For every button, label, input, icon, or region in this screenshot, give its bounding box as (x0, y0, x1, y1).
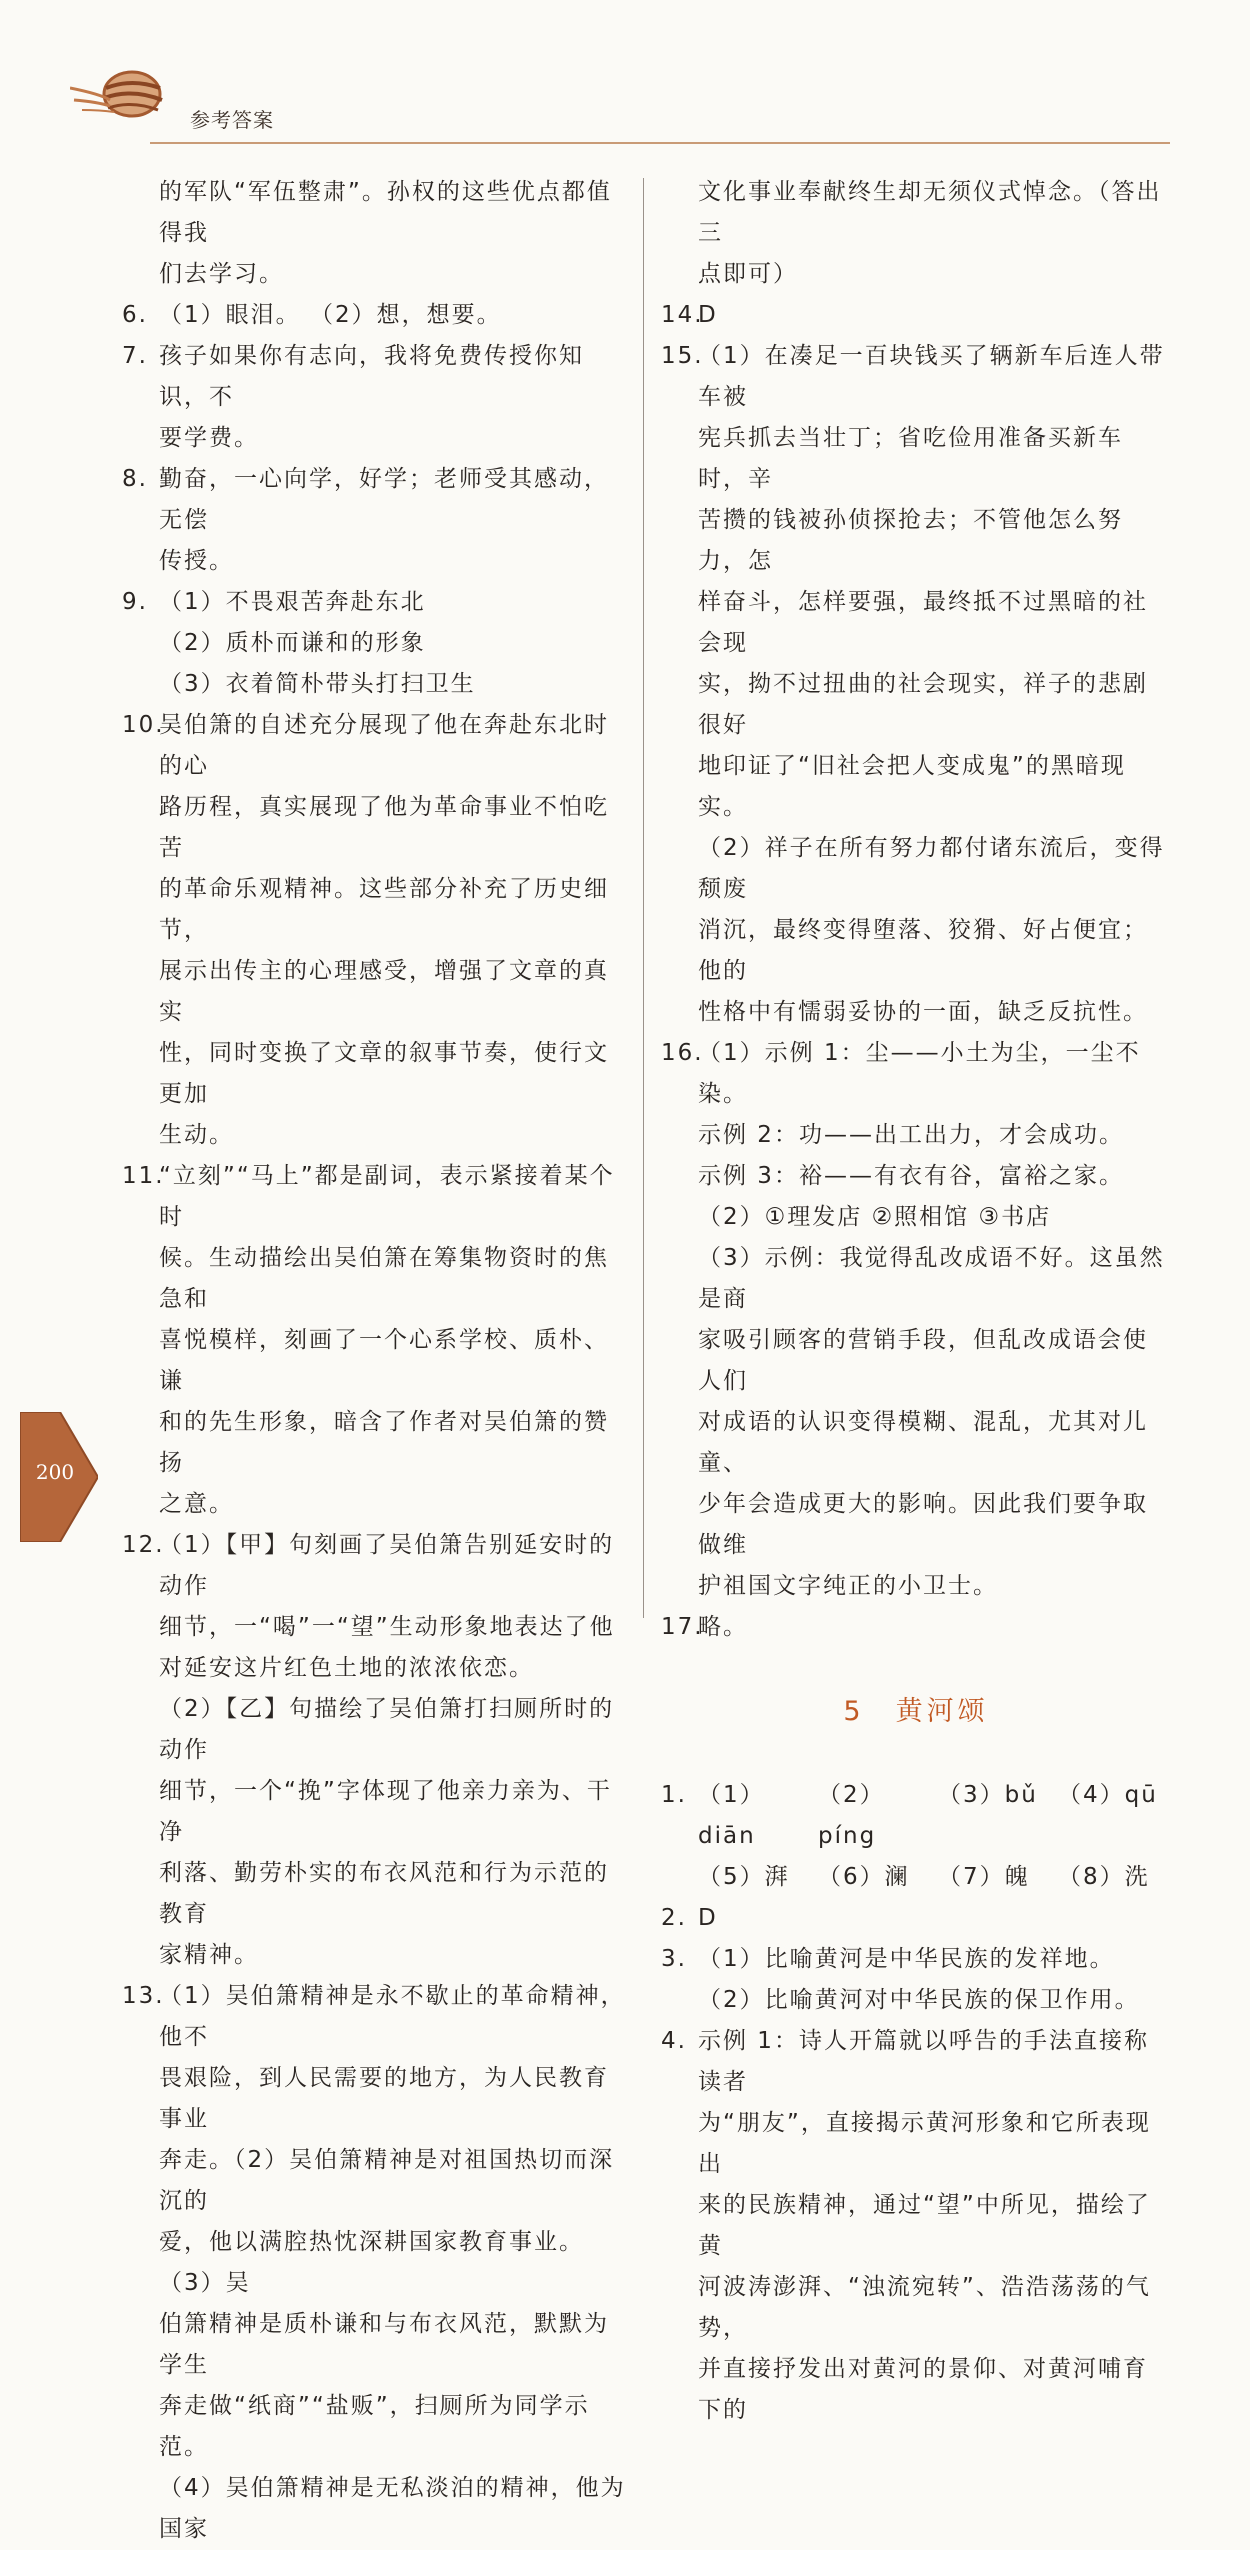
answer-body (698, 1238, 1171, 1607)
answer-number: 6. (122, 302, 148, 328)
text-line: 地印证了“旧社会把人变成鬼”的黑暗现实。 (698, 753, 1126, 820)
answer-number: 4. (661, 2028, 687, 2054)
option: （8）洗 (1058, 1864, 1150, 1890)
answer-body (698, 2021, 1171, 2431)
answer-body (159, 705, 627, 1156)
left-column (122, 172, 627, 2550)
answer-item (122, 705, 627, 1156)
text-line: 细节，一个“挽”字体现了他亲力亲为、干净 (159, 1778, 612, 1845)
answer-body (159, 623, 627, 664)
text-line: 伯箫精神是质朴谦和与布衣风范，默默为学生 (159, 2311, 609, 2378)
text-line: 护祖国文字纯正的小卫士。 (698, 1573, 998, 1599)
answer-number: 14. (661, 302, 704, 328)
text-line: 和的先生形象，暗含了作者对吴伯箫的赞扬 (159, 1409, 609, 1476)
text-line: 消沉，最终变得堕落、狡猾、好占便宜；他的 (698, 917, 1148, 984)
answer-number (122, 623, 159, 664)
text-line: 示例 1：诗人开篇就以呼告的手法直接称读者 (698, 2028, 1149, 2095)
answer-number: 15. (661, 343, 704, 369)
answer-item (661, 1775, 1171, 1898)
answer-item (661, 1156, 1171, 1197)
answer-number: 17. (661, 1614, 704, 1640)
text-line: 喜悦模样，刻画了一个心系学校、质朴、谦 (159, 1327, 609, 1394)
text-line: （2）比喻黄河对中华民族的保卫作用。 (698, 1987, 1140, 2013)
intro-text (122, 172, 627, 295)
answer-number (661, 1238, 698, 1607)
text-line: 对成语的认识变得模糊、混乱，尤其对儿童、 (698, 1409, 1148, 1476)
text-line: 实，拗不过扭曲的社会现实，祥子的悲剧很好 (698, 671, 1148, 738)
answer-number (661, 1980, 698, 2021)
header-title: 参考答案 (190, 108, 274, 132)
text-line: 传授。 (159, 548, 234, 574)
text-line: （1）比喻黄河是中华民族的发祥地。 (698, 1946, 1115, 1972)
answer-item (661, 336, 1171, 828)
text-line: 候。生动描绘出吴伯箫在筹集物资时的焦急和 (159, 1245, 609, 1312)
answer-body (698, 1980, 1171, 2021)
answer-item (122, 623, 627, 664)
text-line: （2）祥子在所有努力都付诸东流后，变得颓废 (698, 835, 1165, 902)
text-line: 路历程，真实展现了他为革命事业不怕吃苦 (159, 794, 609, 861)
text-line: 性格中有懦弱妥协的一面，缺乏反抗性。 (698, 999, 1148, 1025)
text-line: （1）示例 1：尘——小土为尘，一尘不染。 (698, 1040, 1141, 1107)
answer-item (661, 1238, 1171, 1607)
text-line: 略。 (698, 1614, 748, 1640)
answer-item (122, 1689, 627, 1976)
option: （2）píng (818, 1782, 885, 1849)
answer-item (661, 1607, 1171, 1648)
intro-text (661, 172, 1171, 295)
text-line: （4）吴伯箫精神是无私淡泊的精神，他为国家 (159, 2475, 626, 2542)
option: （4）qū (1058, 1782, 1158, 1808)
answer-list (661, 295, 1171, 1648)
answer-item (122, 295, 627, 336)
text-line: 家精神。 (159, 1942, 259, 1968)
text-line: （3）衣着简朴带头打扫卫生 (159, 671, 476, 697)
text-line: 们去学习。 (159, 261, 284, 287)
answer-body (698, 1156, 1171, 1197)
option: （7）魄 (938, 1864, 1030, 1890)
answer-item (122, 459, 627, 582)
answer-item (122, 2468, 627, 2550)
text-line: 苦攒的钱被孙侦探抢去；不管他怎么努力，怎 (698, 507, 1123, 574)
text-line: 性，同时变换了文章的叙事节奏，使行文更加 (159, 1040, 609, 1107)
answer-number: 10. (122, 712, 165, 738)
answer-body (159, 664, 627, 705)
text-line: 的军队“军伍整肃”。孙权的这些优点都值得我 (159, 179, 612, 246)
option: （6）澜 (818, 1864, 910, 1890)
answer-item (661, 2021, 1171, 2431)
text-line: （3）示例：我觉得乱改成语不好。这虽然是商 (698, 1245, 1165, 1312)
column-divider (643, 178, 644, 1618)
text-line: 生动。 (159, 1122, 234, 1148)
text-line: 奔走做“纸商”“盐贩”，扫厕所为同学示范。 (159, 2393, 590, 2460)
text-line: 样奋斗，怎样要强，最终抵不过黑暗的社会现 (698, 589, 1148, 656)
answer-body (159, 1525, 627, 1689)
text-line: 文化事业奉献终生却无须仪式悼念。（答出三 (698, 179, 1162, 246)
answer-body (159, 2468, 627, 2550)
answer-item (661, 295, 1171, 336)
section-title: 5 黄河颂 (843, 1696, 989, 1727)
text-line: 宪兵抓去当壮丁；省吃俭用准备买新车时，辛 (698, 425, 1123, 492)
answer-number: 12. (122, 1532, 165, 1558)
text-line: D (698, 302, 718, 328)
page-header (70, 60, 1170, 150)
text-line: 为“朋友”，直接揭示黄河形象和它所表现出 (698, 2110, 1151, 2177)
text-line: （2）①理发店 ②照相馆 ③书店 (698, 1204, 1052, 1230)
header-divider (150, 142, 1170, 144)
option: （5）湃 (698, 1864, 790, 1890)
text-line: 勤奋，一心向学，好学；老师受其感动，无偿 (159, 466, 609, 533)
text-line: 点即可） (698, 261, 798, 287)
text-line: 河波涛澎湃、“浊流宛转”、浩浩荡荡的气势， (698, 2274, 1151, 2341)
text-line: （2）【乙】句描绘了吴伯箫打扫厕所时的动作 (159, 1696, 615, 1763)
text-line: 要学费。 (159, 425, 259, 451)
answer-item (661, 828, 1171, 1033)
option: （3）bǔ (938, 1782, 1038, 1808)
answer-item (661, 1898, 1171, 1939)
answer-item (661, 1980, 1171, 2021)
answer-item (661, 1033, 1171, 1115)
answer-number: 2. (661, 1905, 687, 1931)
answer-number: 7. (122, 343, 148, 369)
answer-body (698, 828, 1171, 1033)
option: （1）diān (698, 1782, 765, 1849)
text-line: 孩子如果你有志向，我将免费传授你知识，不 (159, 343, 584, 410)
text-line: 细节，一“喝”一“望”生动形象地表达了他 (159, 1614, 615, 1640)
answer-item (661, 1939, 1171, 1980)
answer-body (698, 1607, 1171, 1648)
options-row (698, 1775, 1178, 1857)
text-line: （1）吴伯箫精神是永不歇止的革命精神，他不 (159, 1983, 626, 2050)
answer-number: 8. (122, 466, 148, 492)
text-line: （1）眼泪。 （2）想，想要。 (159, 302, 502, 328)
text-line: 并直接抒发出对黄河的景仰、对黄河哺育下的 (698, 2356, 1148, 2423)
answer-body (159, 336, 627, 459)
answer-item (122, 336, 627, 459)
answer-number: 9. (122, 589, 148, 615)
right-column (661, 172, 1171, 2431)
text-line: （1）在凑足一百块钱买了辆新车后连人带车被 (698, 343, 1165, 410)
text-line: 展示出传主的心理感受，增强了文章的真实 (159, 958, 609, 1025)
answer-body (698, 336, 1171, 828)
text-line: 之意。 (159, 1491, 234, 1517)
answer-item (661, 1197, 1171, 1238)
answer-number (122, 664, 159, 705)
answer-body (698, 1775, 1178, 1898)
text-line: 少年会造成更大的影响。因此我们要争取做维 (698, 1491, 1148, 1558)
answer-body (159, 1976, 627, 2468)
text-line: （1）【甲】句刻画了吴伯箫告别延安时的动作 (159, 1532, 615, 1599)
answer-item (122, 582, 627, 623)
answer-body (159, 1689, 627, 1976)
text-line: 来的民族精神，通过“望”中所见，描绘了黄 (698, 2192, 1151, 2259)
text-line: 吴伯箫的自述充分展现了他在奔赴东北时的心 (159, 712, 609, 779)
answer-number (661, 828, 698, 1033)
options-row (698, 1857, 1178, 1898)
text-line: 家吸引顾客的营销手段，但乱改成语会使人们 (698, 1327, 1148, 1394)
answer-body (159, 295, 627, 336)
answer-item (122, 1525, 627, 1689)
answer-list (122, 295, 627, 2550)
answer-list (661, 1898, 1171, 2431)
answer-item (122, 664, 627, 705)
answer-number (122, 2468, 159, 2550)
answer-item (122, 1976, 627, 2468)
answer-number: 16. (661, 1040, 704, 1066)
text-line: “立刻”“马上”都是副词，表示紧接着某个时 (159, 1163, 615, 1230)
answer-body (159, 459, 627, 582)
text-line: 利落、勤劳朴实的布衣风范和行为示范的教育 (159, 1860, 609, 1927)
text-line: （1）不畏艰苦奔赴东北 (159, 589, 426, 615)
page-number-tab (20, 1412, 98, 1542)
answer-number: 1. (661, 1782, 687, 1808)
header-logo-icon (70, 60, 190, 140)
answer-body (698, 1197, 1171, 1238)
text-line: 的革命乐观精神。这些部分补充了历史细节， (159, 876, 609, 943)
answer-body (698, 1939, 1171, 1980)
answer-body (159, 582, 627, 623)
text-line: 示例 2：功——出工出力，才会成功。 (698, 1122, 1124, 1148)
answer-number (661, 1156, 698, 1197)
answer-item (122, 1156, 627, 1525)
answer-item (661, 1115, 1171, 1156)
answer-body (698, 295, 1171, 336)
text-line: D (698, 1905, 718, 1931)
answer-body (698, 1898, 1171, 1939)
text-line: 奔走。（2）吴伯箫精神是对祖国热切而深沉的 (159, 2147, 615, 2214)
text-line: 爱，他以满腔热忱深耕国家教育事业。（3）吴 (159, 2229, 584, 2296)
answer-number: 3. (661, 1946, 687, 1972)
text-line: 畏艰险，到人民需要的地方，为人民教育事业 (159, 2065, 609, 2132)
text-line: 对延安这片红色土地的浓浓依恋。 (159, 1655, 534, 1681)
answer-number: 13. (122, 1983, 165, 2009)
answer-number (661, 1197, 698, 1238)
answer-number (661, 1115, 698, 1156)
answer-body (698, 1115, 1171, 1156)
answer-body (698, 1033, 1171, 1115)
text-line: 示例 3：裕——有衣有谷，富裕之家。 (698, 1163, 1124, 1189)
page-number: 200 (35, 1460, 75, 1484)
answer-number: 11. (122, 1163, 165, 1189)
answer-number (122, 1689, 159, 1976)
answer-body (159, 1156, 627, 1525)
text-line: （2）质朴而谦和的形象 (159, 630, 426, 656)
